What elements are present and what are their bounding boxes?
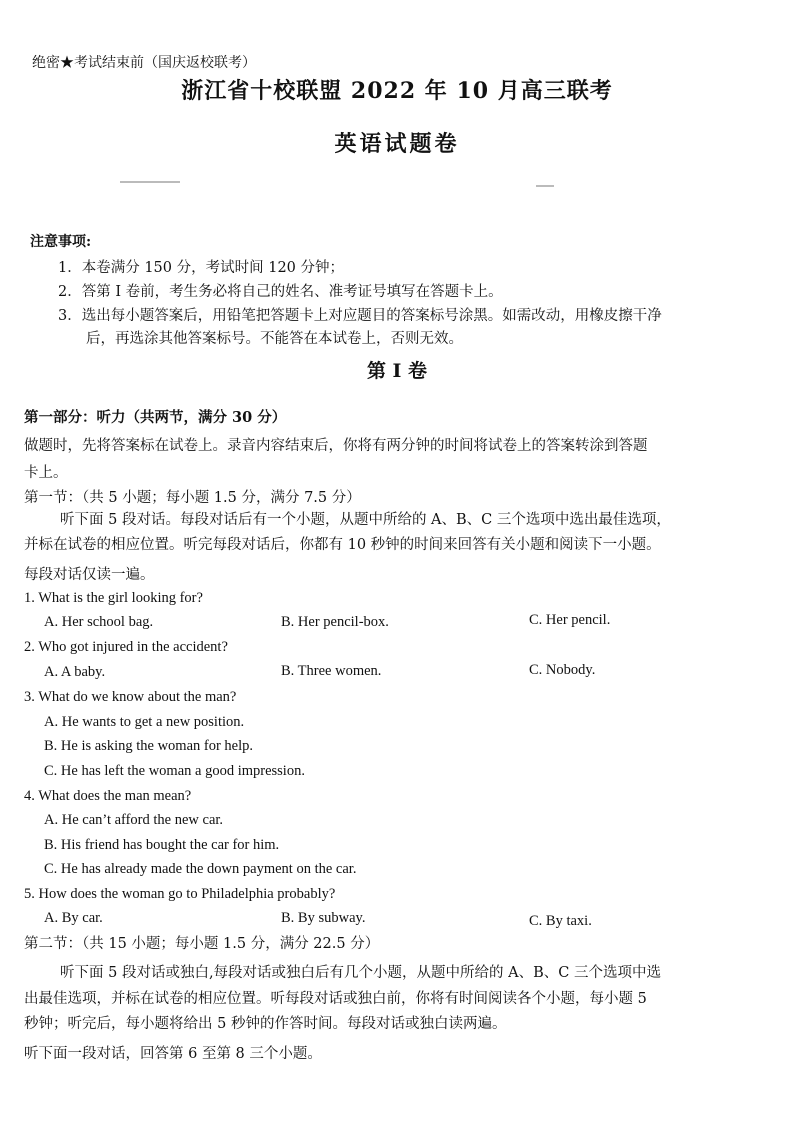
option: C. He has already made the down payment on the car. (44, 861, 357, 877)
part1-title: 第一部分：听力（共两节，满分 30 分） (24, 409, 287, 426)
option: C. Her pencil. (529, 612, 611, 628)
part1-intro-line: 卡上。 (24, 465, 68, 481)
option: C. By taxi. (529, 913, 592, 929)
confidential-label: 绝密★考试结束前（国庆返校联考） (32, 55, 256, 71)
notice-item: 1．本卷满分 150 分，考试时间 120 分钟； (58, 260, 345, 276)
scan-smudge (120, 181, 180, 183)
question-stem: 2. Who got injured in the accident? (24, 639, 228, 655)
notice-item: 2．答第 I 卷前，考生务必将自己的姓名、准考证号填写在答题卡上。 (58, 284, 503, 300)
section2-instruction-line: 听下面 5 段对话或独白,每段对话或独白后有几个小题，从题中所给的 A、B、C 三个选项中选 (60, 965, 661, 981)
volume-title: 第 I 卷 (366, 360, 428, 382)
section2-instruction-line: 秒钟；听完后，每小题将给出 5 秒钟的作答时间。每段对话或独白读两遍。 (24, 1016, 507, 1032)
exam-subtitle: 英语试题卷 (334, 131, 460, 157)
option: A. Her school bag. (44, 614, 154, 630)
notice-item: 后，再选涂其他答案标号。不能答在本试卷上，否则无效。 (86, 331, 463, 347)
option: C. Nobody. (529, 662, 596, 678)
option: B. Three women. (281, 663, 382, 679)
question-stem: 3. What do we know about the man? (24, 689, 237, 705)
notice-item: 3．选出每小题答案后，用铅笔把答题卡上对应题目的答案标号涂黑。如需改动，用橡皮擦干净 (58, 308, 662, 324)
question-stem: 4. What does the man mean? (24, 788, 192, 804)
section2-head: 第二节：（共 15 小题；每小题 1.5 分，满分 22.5 分） (24, 936, 380, 952)
option: A. By car. (44, 910, 103, 926)
section1-instruction-line: 并标在试卷的相应位置。听完每段对话后，你都有 10 秒钟的时间来回答有关小题和阅读下一小题。 (24, 537, 661, 553)
option: C. He has left the woman a good impression. (44, 763, 305, 779)
part1-intro-line: 做题时，先将答案标在试卷上。录音内容结束后，你将有两分钟的时间将试卷上的答案转涂到答题 (24, 438, 648, 454)
option: B. He is asking the woman for help. (44, 738, 254, 754)
section2-instruction-line: 出最佳选项，并标在试卷的相应位置。听每段对话或独白前，你将有时间阅读各个小题，每小题 5 (24, 991, 647, 1007)
option: A. He can’t afford the new car. (44, 812, 224, 828)
notice-title: 注意事项: (30, 234, 92, 250)
option: B. Her pencil-box. (281, 614, 389, 630)
option: A. He wants to get a new position. (44, 714, 245, 730)
question-stem: 5. How does the woman go to Philadelphia probably? (24, 886, 336, 902)
option: B. His friend has bought the car for him. (44, 837, 280, 853)
section1-instruction-line: 听下面 5 段对话。每段对话后有一个小题，从题中所给的 A、B、C 三个选项中选出最佳选项， (60, 512, 671, 528)
next-dialogue-instruction: 听下面一段对话，回答第 6 至第 8 三个小题。 (24, 1046, 322, 1062)
option: A. A baby. (44, 664, 106, 680)
question-stem: 1. What is the girl looking for? (24, 590, 203, 606)
scan-smudge (536, 185, 554, 187)
section1-instruction-line: 每段对话仅读一遍。 (24, 567, 155, 583)
option: B. By subway. (281, 910, 366, 926)
exam-title: 浙江省十校联盟 2022 年 10 月高三联考 (181, 78, 613, 104)
section1-head: 第一节：（共 5 小题；每小题 1.5 分，满分 7.5 分） (24, 490, 361, 506)
